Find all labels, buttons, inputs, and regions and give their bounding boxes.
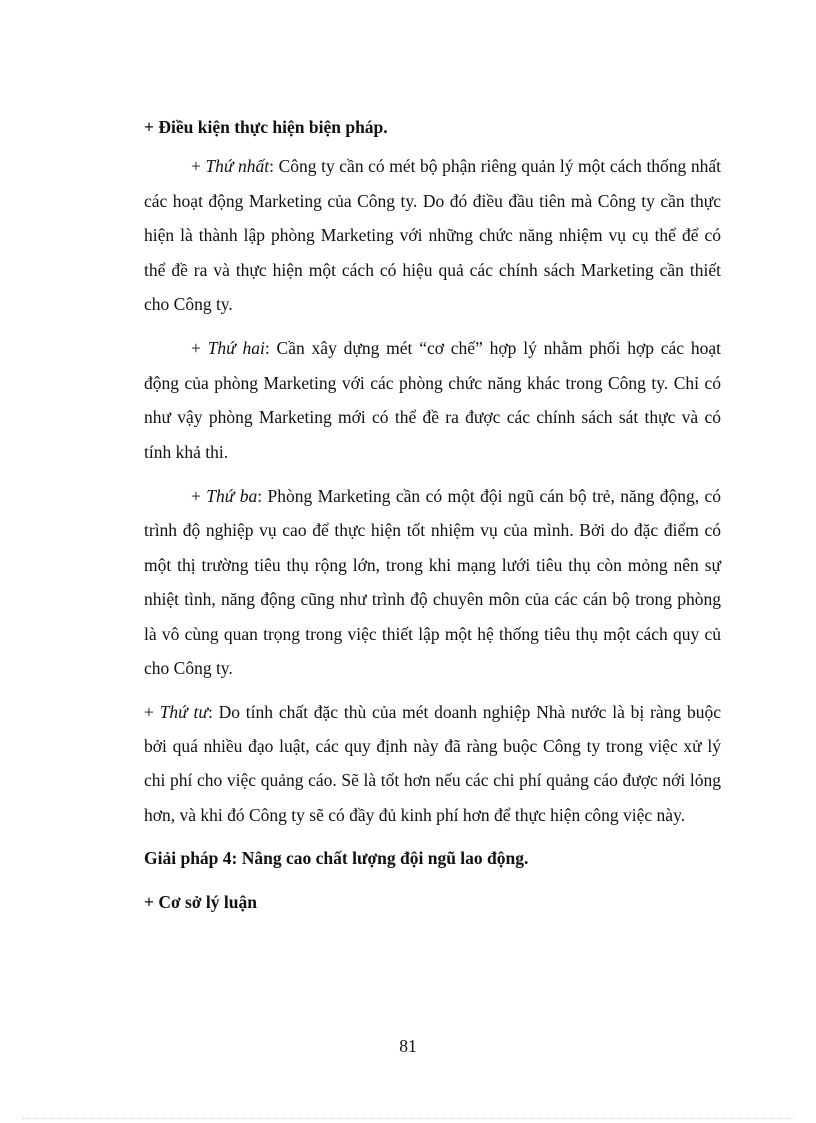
page-bottom-divider (22, 1118, 794, 1119)
paragraph-fourth-prefix: + (144, 701, 160, 722)
paragraph-fourth (144, 695, 721, 833)
page-body (144, 110, 721, 919)
paragraph-fourth-text: : Do tính chất đặc thù của mét doanh nghiệp Nhà nước là bị ràng buộc bởi quá nhiều đạo luật, các quy định này đã ràng buộc Công ty trong việc xử lý chi phí cho việc quảng cáo. Sẽ là tốt hơn nếu các chi phí quảng cáo được nới lỏng hơn, và khi đó Công ty sẽ có đầy đủ kinh phí hơn để thực hiện công việc này. (144, 701, 721, 825)
paragraph-third-label: Thứ ba (206, 486, 258, 507)
paragraph-second-prefix: + (191, 338, 208, 359)
paragraph-fourth-label: Thứ tư (159, 701, 208, 722)
page-number: 81 (399, 1036, 417, 1056)
paragraph-third-text: : Phòng Marketing cần có một đội ngũ cán bộ trẻ, năng động, có trình độ nghiệp vụ cao để thực hiện tốt nhiệm vụ của mình. Bởi do đặc điểm có một thị trường tiêu thụ rộng lớn, trong khi mạng lưới tiêu thụ còn mỏng nên sự nhiệt tình, năng động cũng như trình độ chuyên môn của các cán bộ trong phòng là vô cùng quan trọng trong việc thiết lập một hệ thống tiêu thụ một cách quy củ cho Công ty. (144, 486, 722, 679)
paragraph-first-prefix: + (191, 156, 206, 177)
paragraph-second (144, 331, 721, 469)
paragraph-third-prefix: + (191, 486, 207, 507)
heading-conditions: + Điều kiện thực hiện biện pháp. (144, 117, 388, 137)
paragraph-second-text: : Cần xây dựng mét “cơ chế” hợp lý nhằm phối hợp các hoạt động của phòng Marketing với các phòng chức năng khác trong Công ty. Chỉ có như vậy phòng Marketing mới có thể đề ra được các chính sách sát thực và có tính khả thi. (144, 338, 722, 462)
heading-solution: Giải pháp 4: Nâng cao chất lượng đội ngũ lao động. (144, 848, 529, 869)
paragraph-first-text: : Công ty cần có mét bộ phận riêng quản lý một cách thống nhất các hoạt động Marketing của Công ty. Do đó điều đầu tiên mà Công ty cần thực hiện là thành lập phòng Marketing với những chức năng nhiệm vụ cụ thể để có thể đề ra và thực hiện một cách có hiệu quả các chính sách Marketing cần thiết cho Công ty. (144, 156, 722, 315)
paragraph-first (144, 149, 721, 321)
paragraph-second-label: Thứ hai (207, 338, 265, 359)
heading-basis: + Cơ sở lý luận (144, 891, 257, 912)
paragraph-third (144, 479, 721, 685)
paragraph-first-label: Thứ nhất (205, 156, 270, 177)
